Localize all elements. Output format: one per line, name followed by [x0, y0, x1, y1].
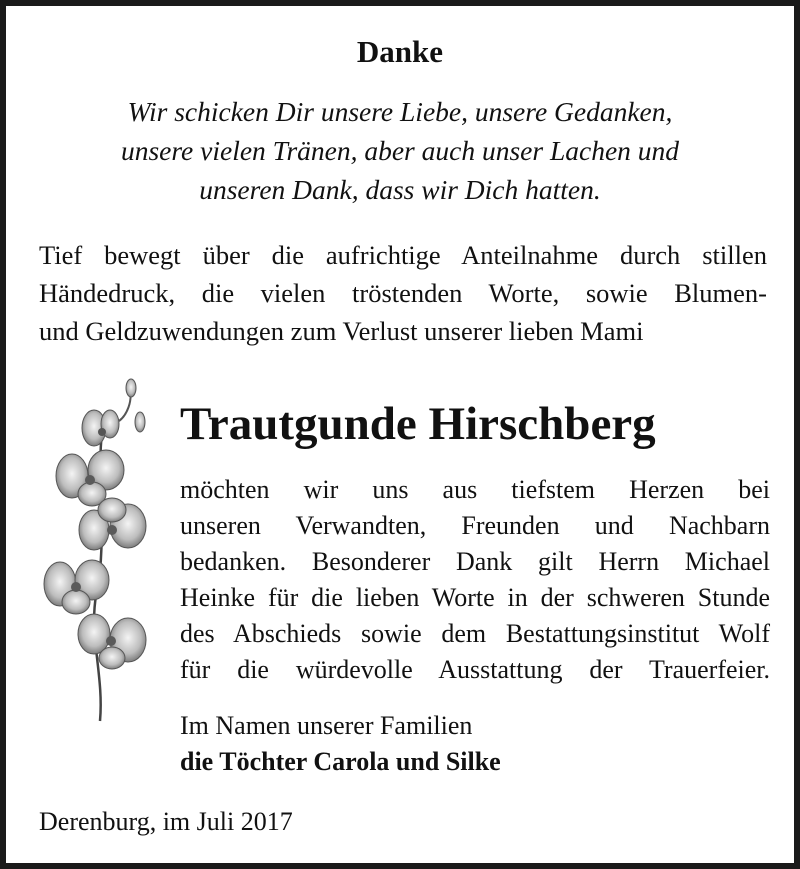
intro-paragraph: [39, 236, 767, 350]
thanks-line: bedanken. Besonderer Dank gilt Herrn Michael: [180, 547, 770, 576]
poem-line: unsere vielen Tränen, aber auch unser Lachen und: [120, 135, 680, 166]
thanks-line: Heinke für die lieben Worte in der schweren Stunde: [180, 583, 770, 612]
poem: [6, 92, 794, 209]
signature-intro: Im Namen unserer Familien: [180, 711, 473, 740]
intro-line: Händedruck, die vielen tröstenden Worte, sowie Blumen-: [39, 278, 767, 308]
intro-line: Tief bewegt über die aufrichtige Anteilnahme durch stillen: [39, 240, 767, 270]
thanks-line: für die würdevolle Ausstattung der Trauerfeier.: [180, 655, 770, 684]
poem-line: unseren Dank, dass wir Dich hatten.: [199, 174, 601, 205]
notice-title: Danke: [356, 34, 444, 69]
thanks-line: möchten wir uns aus tiefstem Herzen bei: [180, 475, 770, 504]
deceased-name: Trautgunde Hirschberg: [180, 398, 656, 450]
thanks-line: unseren Verwandten, Freunden und Nachbarn: [180, 511, 770, 540]
signature-names: die Töchter Carola und Silke: [180, 747, 501, 776]
signature-block: [180, 708, 501, 780]
intro-line: und Geldzuwendungen zum Verlust unserer lieben Mami: [39, 316, 644, 346]
thanks-line: des Abschieds sowie dem Bestattungsinstitut Wolf: [180, 619, 770, 648]
poem-line: Wir schicken Dir unsere Liebe, unsere Gedanken,: [127, 96, 673, 127]
thanks-paragraph: [180, 472, 770, 688]
place-date: Derenburg, im Juli 2017: [39, 807, 293, 836]
orchid-icon: [34, 376, 164, 726]
